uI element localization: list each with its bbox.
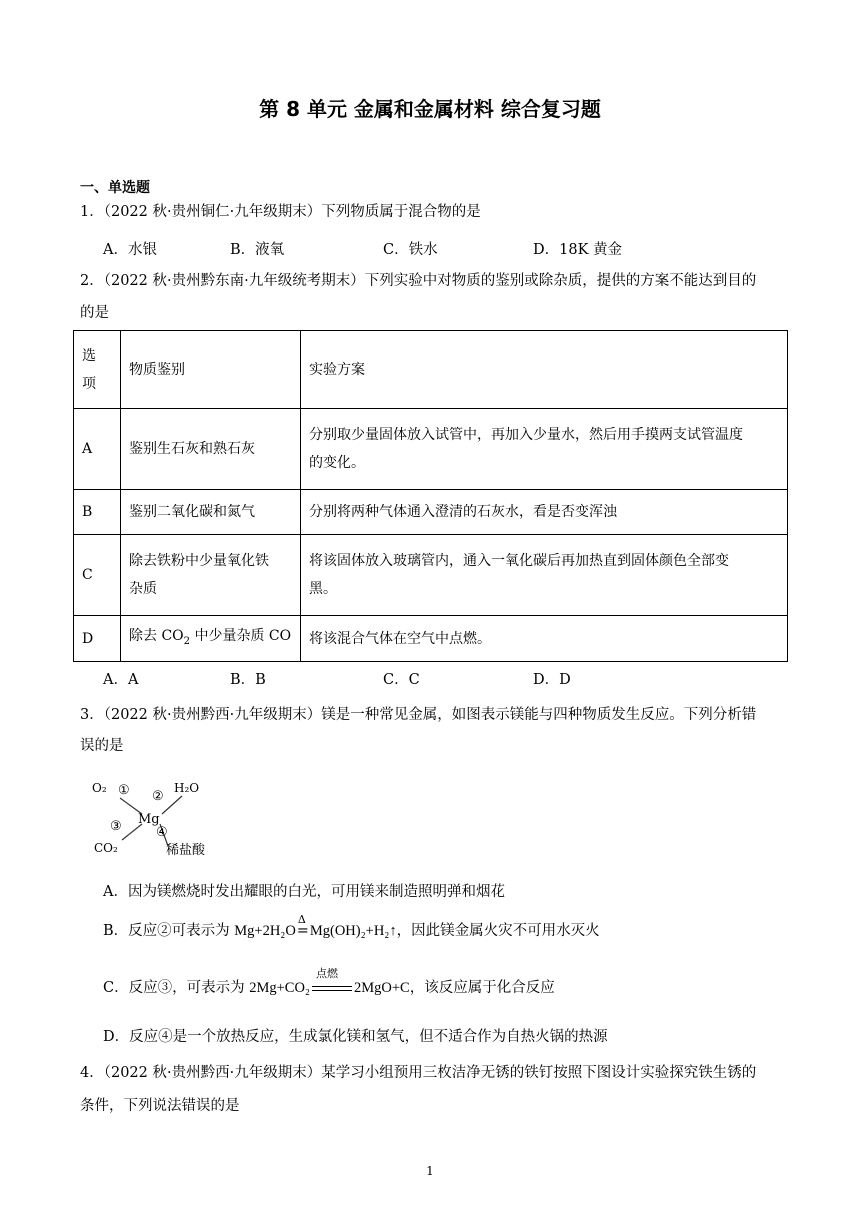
q1-option-b: B．液氧 [230,242,285,258]
q3-option-a: A．因为镁燃烧时发出耀眼的白光，可用镁来制造照明弹和烟花 [103,884,505,900]
marker-1: ① [118,783,130,798]
table-row [74,535,788,616]
question-1-stem: 1．（2022 秋·贵州铜仁·九年级期末）下列物质属于混合物的是 [80,204,481,220]
question-4-stem-line2: 条件，下列说法错误的是 [80,1098,240,1114]
header-option-line2: 项 [82,375,96,392]
q3-option-b-suffix: ，因此镁金属火灾不可用水灭火 [396,923,600,939]
q3-option-c-reaction-arrow [310,967,354,998]
q2-option-c: C．C [383,672,420,688]
question-2-stem-line1: 2．（2022 秋·贵州黔东南·九年级统考期末）下列实验中对物质的鉴别或除杂质，提供的方案不能达到目的 [80,273,757,289]
header-option [74,331,121,409]
marker-2: ② [152,789,164,804]
row-d-item-part2: 中少量杂质 CO [190,627,292,644]
q3-option-c-eq-right: 2MgO+C [353,980,410,996]
q3-option-c-prefix: C．反应③，可表示为 [103,980,250,996]
row-a-option: A [74,409,121,490]
row-c-plan [301,535,788,616]
row-d-option: D [74,616,121,662]
question-4-stem-line1: 4．（2022 秋·贵州黔西·九年级期末）某学习小组预用三枚洁净无锈的铁钉按照下图设计实验探究铁生锈的 [80,1065,757,1081]
q3-option-c [103,967,555,998]
header-plan: 实验方案 [301,331,788,409]
heat-condition: Δ [297,913,306,926]
ignite-condition: 点燃 [315,967,338,980]
marker-4: ④ [156,825,168,840]
q3-option-b-prefix: B．反应②可表示为 [103,923,235,939]
question-3-stem-line2: 误的是 [80,738,124,754]
table-row [74,490,788,535]
row-c-plan-line2: 黑。 [309,581,337,597]
q3-option-b-reaction-arrow: Δ = [296,921,310,941]
co2-label: CO₂ [94,841,118,855]
row-d-item [121,616,301,662]
q3-option-c-suffix: ，该反应属于化合反应 [409,980,555,996]
header-item: 物质鉴别 [121,331,301,409]
table-header-row [74,331,788,409]
row-d-item-subscript: 2 [183,635,191,647]
page-title: 第 8 单元 金属和金属材料 综合复习题 [259,97,601,121]
table-row [74,409,788,490]
q3-option-b-eq-right: Mg(OH)₂+H₂↑ [309,923,397,939]
header-option-line1: 选 [82,347,96,364]
row-d-plan: 将该混合气体在空气中点燃。 [301,616,788,662]
row-b-option: B [74,490,121,535]
row-c-item-line2: 杂质 [129,581,157,597]
row-a-plan-line2: 的变化。 [309,455,365,471]
section-heading: 一、单选题 [80,180,150,196]
row-b-item: 鉴别二氧化碳和氮气 [121,490,301,535]
q3-option-d: D．反应④是一个放热反应，生成氯化镁和氢气，但不适合作为自热火锅的热源 [103,1029,608,1045]
table-row [74,616,788,662]
mg-label: Mg [138,812,160,827]
row-a-plan [301,409,788,490]
row-c-item [121,535,301,616]
row-c-item-line1: 除去铁粉中少量氧化铁 [129,553,269,569]
marker-3: ③ [110,819,122,834]
q1-option-a: A．水银 [103,242,157,258]
h2o-label: H₂O [174,781,200,795]
row-a-item: 鉴别生石灰和熟石灰 [121,409,301,490]
q3-option-c-eq-left: 2Mg+CO₂ [249,980,310,996]
q1-option-c: C．铁水 [383,242,438,258]
q2-option-b: B．B [230,672,266,688]
o2-label: O₂ [92,781,107,795]
question-2-stem-line2: 的是 [80,305,109,321]
question-3-stem-line1: 3．（2022 秋·贵州黔西·九年级期末）镁是一种常见金属，如图表示镁能与四种物质发生反应。下列分析错 [80,707,757,723]
row-c-plan-line1: 将该固体放入玻璃管内，通入一氧化碳后再加热直到固体颜色全部变 [309,553,729,569]
q2-option-d: D．D [533,672,571,688]
q3-option-b [103,913,600,941]
page-number: 1 [426,1164,434,1178]
dilute-hcl-label: 稀盐酸 [166,843,206,858]
row-c-option: C [74,535,121,616]
q1-option-d: D．18K 黄金 [533,242,623,258]
magnesium-reaction-diagram [90,778,230,860]
row-b-plan: 分别将两种气体通入澄清的石灰水，看是否变浑浊 [301,490,788,535]
question-2-table [73,330,788,662]
row-a-plan-line1: 分别取少量固体放入试管中，再加入少量水，然后用手摸两支试管温度 [309,427,743,443]
q2-option-a: A．A [103,672,139,688]
bond-line-2 [162,796,182,814]
row-d-item-part1: 除去 CO [129,627,184,644]
q3-option-b-eq-left: Mg+2H₂O [234,923,296,939]
